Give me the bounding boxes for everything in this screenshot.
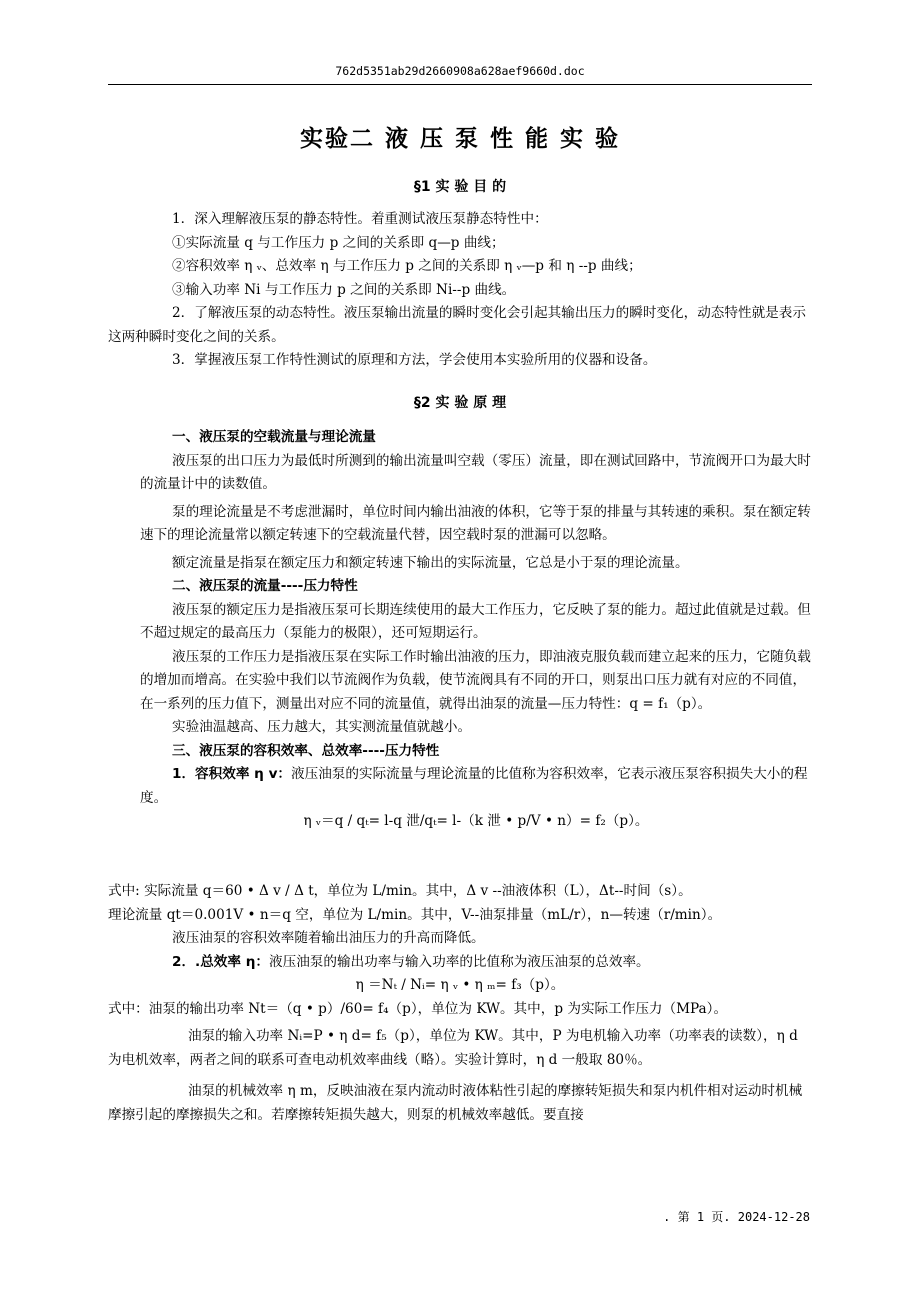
page-title: 实验二 液 压 泵 性 能 实 验	[299, 126, 621, 152]
paragraph: 泵的理论流量是不考虑泄漏时，单位时间内输出油液的体积，它等于泵的排量与其转速的乘积。泵在额定转速下的理论流量常以额定转速下的空载流量代替，因空载时泵的泄漏可以忽略。	[140, 503, 811, 543]
purpose-item-2: 2．了解液压泵的动态特性。液压泵输出流量的瞬时变化会引起其输出压力的瞬时变化，动态特性就是表示这两种瞬时变化之间的关系。	[108, 305, 806, 345]
paragraph: 液压泵的出口压力为最低时所测到的输出流量叫空载（零压）流量，即在测试回路中，节流阀开口为最大时的流量计中的读数值。	[140, 452, 811, 492]
principle-block	[140, 426, 812, 834]
paragraph: 实验油温越高、压力越大，其实测流量值就越小。	[172, 719, 472, 735]
paragraph: 式中：油泵的输出功率 Nt＝（q • p）/60= f₄（p），单位为 KW。其中，p 为实际工作压力（MPa）。	[108, 1000, 728, 1017]
paragraph: 式中: 实际流量 q＝60 • Δ v / Δ t，单位为 L/min。其中，Δ v --油液体积（L），Δt--时间（s）。	[108, 883, 692, 899]
term-total-efficiency: 2．.总效率 η：	[172, 953, 270, 970]
section-heading-principle: §2 实 验 原 理	[413, 395, 507, 411]
paragraph: 油泵的输入功率 Nᵢ=P • η d= f₅（p），单位为 KW。其中，P 为电机输入功率（功率表的读数），η d 为电机效率，两者之间的联系可查电动机效率曲线（略）。实验计算时，η d 一般取 80％。	[108, 1028, 798, 1068]
document-filename: 762d5351ab29d2660908a628aef9660d.doc	[335, 64, 585, 78]
subsection-heading-1: 一、液压泵的空载流量与理论流量	[172, 429, 376, 445]
formula-total-efficiency: η ＝Nₜ / Nᵢ= η ᵥ • η ₘ= f₃（p）。	[355, 977, 565, 993]
formula-volumetric-efficiency: η ᵥ＝q / qₜ= l-q 泄/qₜ= l-（k 泄 • p/V • n）= f₂（p）。	[303, 813, 649, 829]
purpose-item-3: 3．掌握液压泵工作特性测试的原理和方法，学会使用本实验所用的仪器和设备。	[172, 352, 657, 368]
purpose-item-1b: ②容积效率 η ᵥ、总效率 η 与工作压力 p 之间的关系即 η ᵥ—p 和 η --p 曲线；	[172, 258, 642, 274]
subsection-heading-2: 二、液压泵的流量----压力特性	[172, 578, 358, 594]
definition-text: 液压油泵的输出功率与输入功率的比值称为液压油泵的总效率。	[269, 953, 650, 970]
paragraph: 液压油泵的容积效率随着输出油压力的升高而降低。	[172, 930, 485, 946]
purpose-item-1: 1．深入理解液压泵的静态特性。着重测试液压泵静态特性中：	[172, 211, 548, 227]
paragraph: 油泵的机械效率 η m，反映油液在泵内流动时液体粘性引起的摩擦转矩损失和泵内机件相对运动时机械摩擦引起的摩擦损失之和。若摩擦转矩损失越大，则泵的机械效率越低。要直接	[108, 1083, 803, 1123]
paragraph: 液压泵的工作压力是指液压泵在实际工作时输出油液的压力，即油液克服负载而建立起来的压力，它随负载的增加而增高。在实验中我们以节流阀作为负载，使节流阀具有不同的开口，则泵出口压力就有对应的不同值，在一系列的压力值下，测量出对应不同的流量值，就得出油泵的流量—压力特性：q = f₁（p）。	[140, 648, 811, 712]
purpose-item-1c: ③输入功率 Ni 与工作压力 p 之间的关系即 Ni--p 曲线。	[172, 281, 516, 298]
term-volumetric-efficiency: 1．容积效率 η v：	[172, 766, 292, 782]
paragraph	[140, 763, 812, 810]
principle-block-continued	[108, 880, 812, 1127]
definition-text: 液压油泵的实际流量与理论流量的比值称为容积效率，它表示液压泵容积损失大小的程度。	[140, 766, 808, 806]
paragraph	[108, 951, 812, 975]
page-footer: . 第 1 页. 2024-12-28	[663, 1210, 810, 1224]
section-heading-purpose: §1 实 验 目 的	[413, 179, 507, 195]
paragraph: 额定流量是指泵在额定压力和额定转速下输出的实际流量，它总是小于泵的理论流量。	[172, 554, 689, 571]
paragraph: 理论流量 qt＝0.001V • n＝q 空，单位为 L/min。其中，V--油泵排量（mL/r），n—转速（r/min）。	[108, 906, 722, 923]
subsection-heading-3: 三、液压泵的容积效率、总效率----压力特性	[172, 742, 440, 759]
purpose-item-1a: ①实际流量 q 与工作压力 p 之间的关系即 q—p 曲线；	[172, 234, 505, 251]
header-divider	[108, 84, 812, 85]
purpose-block	[108, 208, 812, 373]
paragraph: 液压泵的额定压力是指液压泵可长期连续使用的最大工作压力，它反映了泵的能力。超过此值就是过载。但不超过规定的最高压力（泵能力的极限），还可短期运行。	[140, 601, 811, 641]
